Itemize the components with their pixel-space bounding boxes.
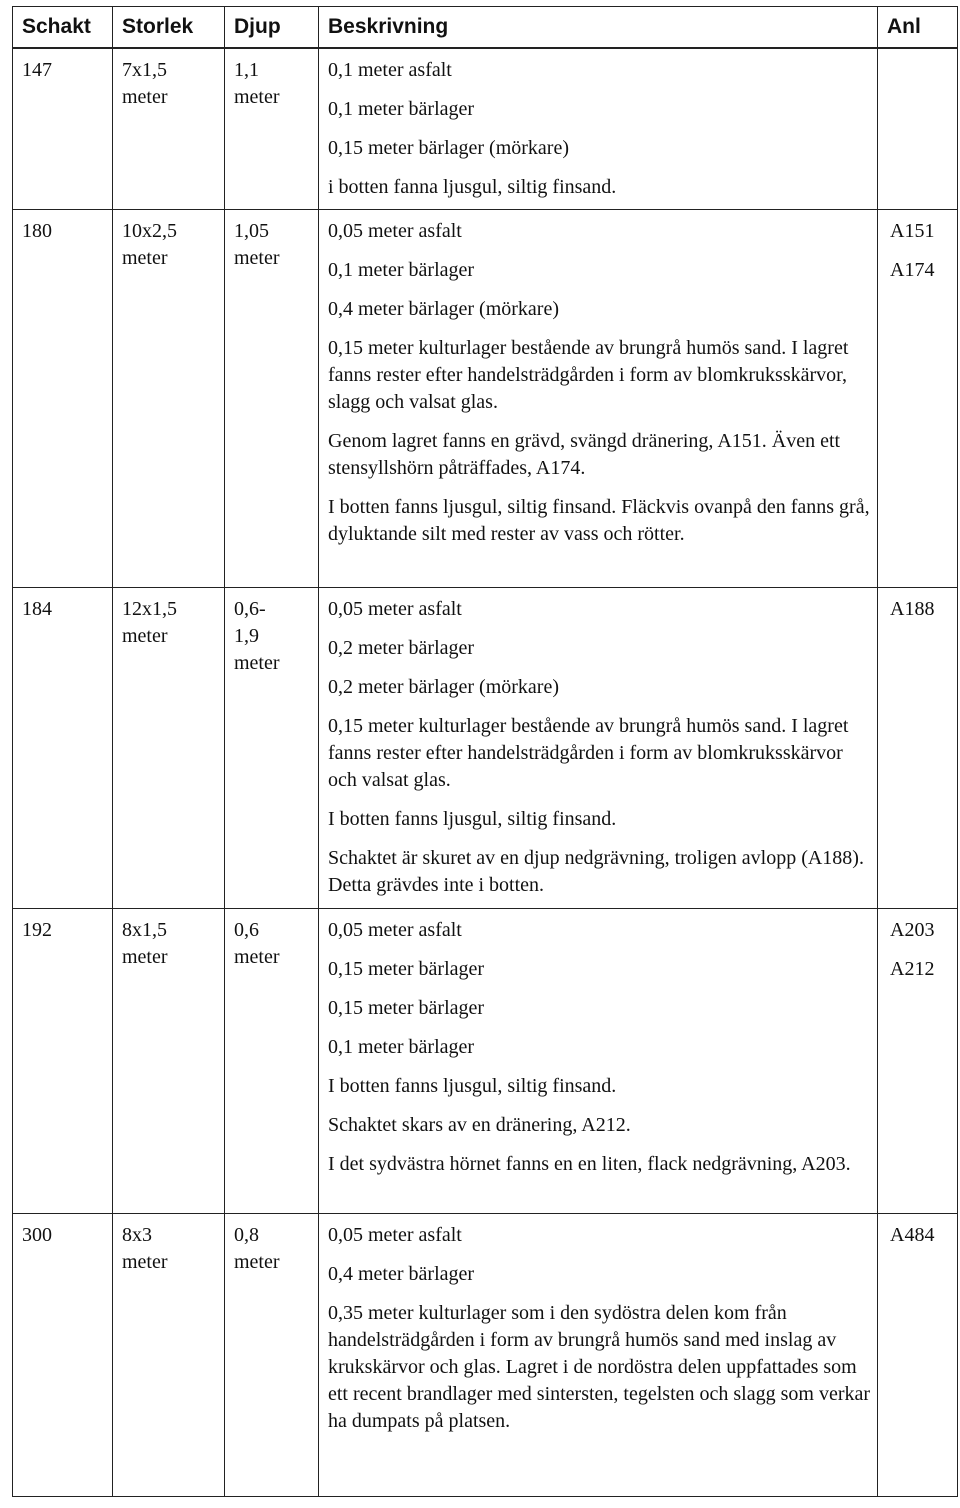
description-line: 0,4 meter bärlager — [328, 1263, 475, 1285]
cell-storlek — [113, 909, 225, 1214]
storlek-text: meter — [122, 946, 168, 968]
anl-item: A212 — [890, 958, 935, 980]
header-djup: Djup — [225, 7, 319, 49]
description-line: 0,05 meter asfalt — [328, 598, 462, 620]
djup-text: 0,6- — [234, 598, 266, 620]
cell-schakt: 180 — [13, 210, 113, 588]
cell-djup — [225, 588, 319, 909]
anl-item: A174 — [890, 259, 935, 281]
djup-text: 1,9 — [234, 625, 259, 647]
djup-text: 1,1 — [234, 59, 259, 81]
cell-djup — [225, 909, 319, 1214]
header-storlek: Storlek — [113, 7, 225, 49]
djup-text: meter — [234, 946, 280, 968]
description-line: I botten fanns ljusgul, siltig finsand. — [328, 1075, 617, 1097]
description-line: 0,2 meter bärlager (mörkare) — [328, 676, 559, 698]
description-line: 0,15 meter bärlager — [328, 997, 485, 1019]
djup-text: 0,6 — [234, 919, 259, 941]
cell-schakt: 300 — [13, 1214, 113, 1497]
table-header — [13, 7, 958, 49]
description-line: 0,15 meter kulturlager bestående av brungrå humös sand. I lagret fanns rester efter handelsträdgården i form av blomkruksskärvor, slagg och valsat glas. — [328, 337, 849, 413]
description-line: 0,1 meter bärlager — [328, 259, 475, 281]
description-line: 0,4 meter bärlager (mörkare) — [328, 298, 559, 320]
anl-item: A188 — [890, 598, 935, 620]
anl-item: A151 — [890, 220, 935, 242]
header-anl: Anl — [878, 7, 958, 49]
storlek-text: 8x1,5 — [122, 919, 167, 941]
cell-anl — [878, 588, 958, 909]
description-line: 0,15 meter bärlager (mörkare) — [328, 137, 569, 159]
cell-djup — [225, 48, 319, 210]
storlek-text: 12x1,5 — [122, 598, 177, 620]
table-row — [13, 909, 958, 1214]
storlek-text: 8x3 — [122, 1224, 152, 1246]
description-line: 0,1 meter bärlager — [328, 98, 475, 120]
cell-beskrivning — [319, 909, 878, 1214]
djup-text: meter — [234, 247, 280, 269]
cell-beskrivning — [319, 588, 878, 909]
storlek-text: meter — [122, 247, 168, 269]
djup-text: meter — [234, 652, 280, 674]
cell-anl — [878, 210, 958, 588]
description-line: i botten fanna ljusgul, siltig finsand. — [328, 176, 617, 198]
storlek-text: 7x1,5 — [122, 59, 167, 81]
description-line: 0,1 meter bärlager — [328, 1036, 475, 1058]
cell-anl — [878, 1214, 958, 1497]
description-line: 0,05 meter asfalt — [328, 1224, 462, 1246]
cell-djup — [225, 1214, 319, 1497]
anl-item: A484 — [890, 1224, 935, 1246]
cell-storlek — [113, 1214, 225, 1497]
cell-beskrivning — [319, 210, 878, 588]
storlek-text: meter — [122, 625, 168, 647]
header-schakt: Schakt — [13, 7, 113, 49]
storlek-text: meter — [122, 86, 168, 108]
description-line: Schaktet är skuret av en djup nedgrävning, troligen avlopp (A188). Detta grävdes inte i botten. — [328, 847, 864, 896]
description-line: I botten fanns ljusgul, siltig finsand. Fläckvis ovanpå den fanns grå, dyluktande silt med rester av vass och rötter. — [328, 496, 870, 545]
table-body — [13, 48, 958, 1497]
description-line: I det sydvästra hörnet fanns en en liten, flack nedgrävning, A203. — [328, 1153, 851, 1175]
header-row — [13, 7, 958, 49]
cell-schakt: 184 — [13, 588, 113, 909]
djup-text: meter — [234, 1251, 280, 1273]
description-line: 0,1 meter asfalt — [328, 59, 452, 81]
header-beskrivning: Beskrivning — [319, 7, 878, 49]
description-line: 0,2 meter bärlager — [328, 637, 475, 659]
description-line: 0,05 meter asfalt — [328, 220, 462, 242]
djup-text: meter — [234, 86, 280, 108]
description-line: 0,35 meter kulturlager som i den sydöstra delen kom från handelsträdgården i form av brungrå humös sand med inslag av krukskärvor och glas. Lagret i de nordöstra delen uppfattades som ett recent brandlager med sintersten, tegelsten och slagg som verkar ha dumpats på platsen. — [328, 1302, 871, 1432]
storlek-text: meter — [122, 1251, 168, 1273]
storlek-text: 10x2,5 — [122, 220, 177, 242]
cell-storlek — [113, 48, 225, 210]
cell-beskrivning — [319, 48, 878, 210]
anl-item: A203 — [890, 919, 935, 941]
description-line: Genom lagret fanns en grävd, svängd dränering, A151. Även ett stensyllshörn påträffades, A174. — [328, 430, 841, 479]
excavation-table — [12, 6, 958, 1497]
cell-schakt: 192 — [13, 909, 113, 1214]
table-row — [13, 48, 958, 210]
cell-beskrivning — [319, 1214, 878, 1497]
description-line: I botten fanns ljusgul, siltig finsand. — [328, 808, 617, 830]
cell-anl — [878, 909, 958, 1214]
description-line: 0,15 meter kulturlager bestående av brungrå humös sand. I lagret fanns rester efter handelsträdgården i form av blomkruksskärvor och valsat glas. — [328, 715, 849, 791]
description-line: Schaktet skars av en dränering, A212. — [328, 1114, 631, 1136]
cell-storlek — [113, 210, 225, 588]
cell-schakt: 147 — [13, 48, 113, 210]
cell-storlek — [113, 588, 225, 909]
table-row — [13, 210, 958, 588]
cell-anl — [878, 48, 958, 210]
description-line: 0,05 meter asfalt — [328, 919, 462, 941]
description-line: 0,15 meter bärlager — [328, 958, 485, 980]
table-row — [13, 588, 958, 909]
djup-text: 1,05 — [234, 220, 269, 242]
table-row — [13, 1214, 958, 1497]
djup-text: 0,8 — [234, 1224, 259, 1246]
cell-djup — [225, 210, 319, 588]
